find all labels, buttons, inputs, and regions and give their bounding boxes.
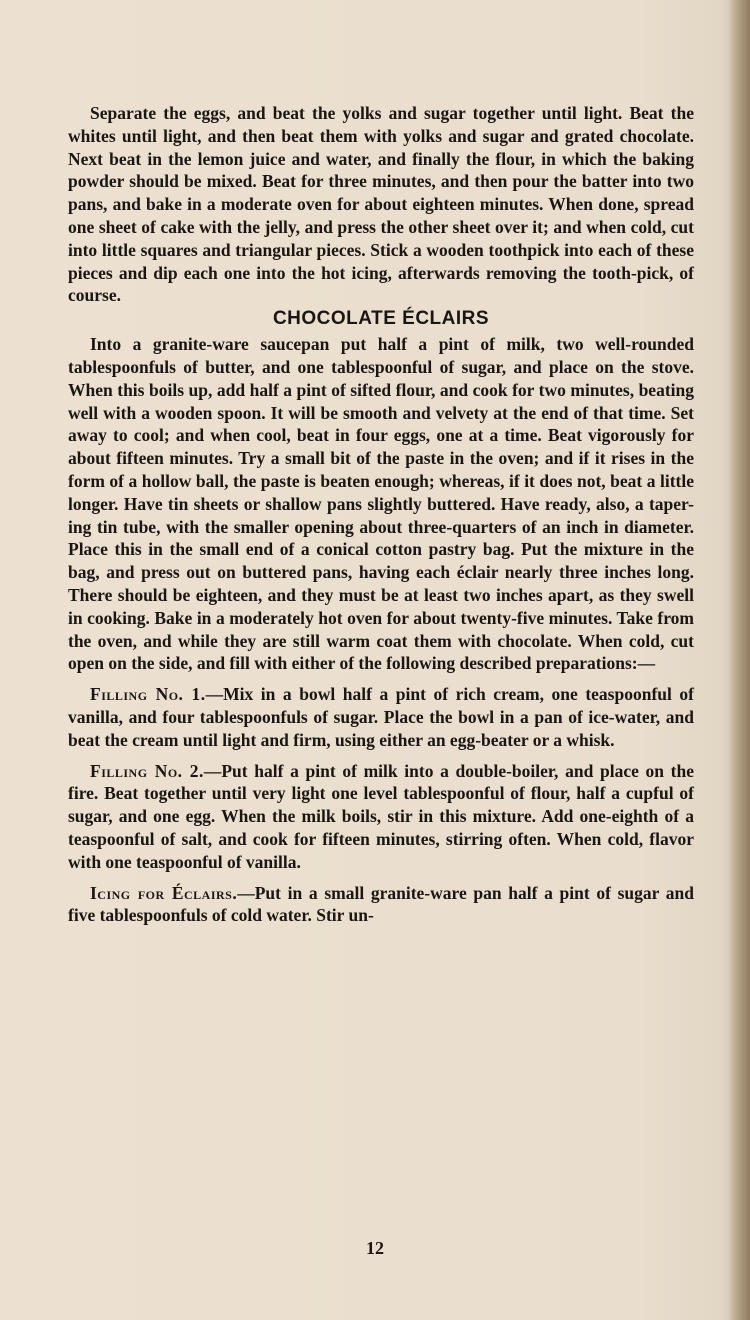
filling-no-1-label: Filling No. 1.	[90, 684, 206, 705]
recipe-paragraph-cake: Separate the eggs, and beat the yolks and sugar together until light. Beat the whites until light, and then beat them with yolks and sugar and grated chocolate. Next beat in the lemon juice and water, and finally the flour, in which the baking powder should be mixed. Beat for three minutes, and then pour the batter into two pans, and bake in a moderate oven for about eighteen minutes. When done, spread one sheet of cake with the jelly, and press the other sheet over it; and when cold, cut into little squares and triangular pieces. Stick a wooden toothpick into each of these pieces and dip each one into the hot icing, afterwards removing the tooth-pick, of course.	[68, 103, 694, 306]
icing-text: —Put in a small granite-ware pan half a pint of sugar and five tablespoonfuls of cold water. Stir un-	[68, 882, 694, 926]
filling-no-2	[68, 760, 694, 874]
filling-no-2-text: —Put half a pint of milk into a double-boiler, and place on the fire. Beat together until very light one level tablespoonful of flour, half a cupful of sugar, and one egg. When the milk boils, stir in this mixture. Add one-eighth of a teaspoonful of salt, and cook for fifteen minutes, stirring often. When cold, flavor with one teaspoonful of vanilla.	[68, 760, 694, 872]
page-body	[68, 102, 694, 927]
filling-no-1	[68, 683, 694, 751]
filling-no-1-text: —Mix in a bowl half a pint of rich cream, one teaspoonful of vanilla, and four tablespoonfuls of sugar. Place the bowl in a pan of ice-water, and beat the cream until light and firm, using either an egg-beater or a whisk.	[68, 684, 694, 750]
filling-no-2-label: Filling No. 2.	[90, 760, 204, 781]
icing-label: Icing for Éclairs.	[90, 882, 238, 903]
recipe-paragraph-eclairs: Into a granite-ware saucepan put half a pint of milk, two well-rounded tablespoonfuls of butter, and one tablespoonful of sugar, and place on the stove. When this boils up, add half a pint of sifted flour, and cook for two minutes, beating well with a wooden spoon. It will be smooth and velvety at the end of that time. Set away to cool; and when cool, beat in four eggs, one at a time. Beat vigorously for about fifteen minutes. Try a small bit of the paste in the oven; and if it rises in the form of a hollow ball, the paste is beaten enough; whereas, if it does not, beat a little longer. Have tin sheets or shallow pans slightly buttered. Have ready, also, a taper-ing tin tube, with the smaller opening about three-quarters of an inch in diameter. Place this in the small end of a conical cotton pastry bag. Put the mixture in the bag, and press out on buttered pans, having each éclair nearly three inches long. There should be eighteen, and they must be at least two inches apart, as they swell in cooking. Bake in a moderately hot oven for about twenty-five minutes. Take from the oven, and while they are still warm coat them with chocolate. When cold, cut open on the side, and fill with either of the following described preparations:—	[68, 334, 694, 674]
section-heading: CHOCOLATE ÉCLAIRS	[272, 308, 490, 330]
icing-paragraph	[68, 882, 694, 928]
page-edge-shadow	[728, 0, 750, 1320]
page-number: 12	[366, 1238, 384, 1258]
